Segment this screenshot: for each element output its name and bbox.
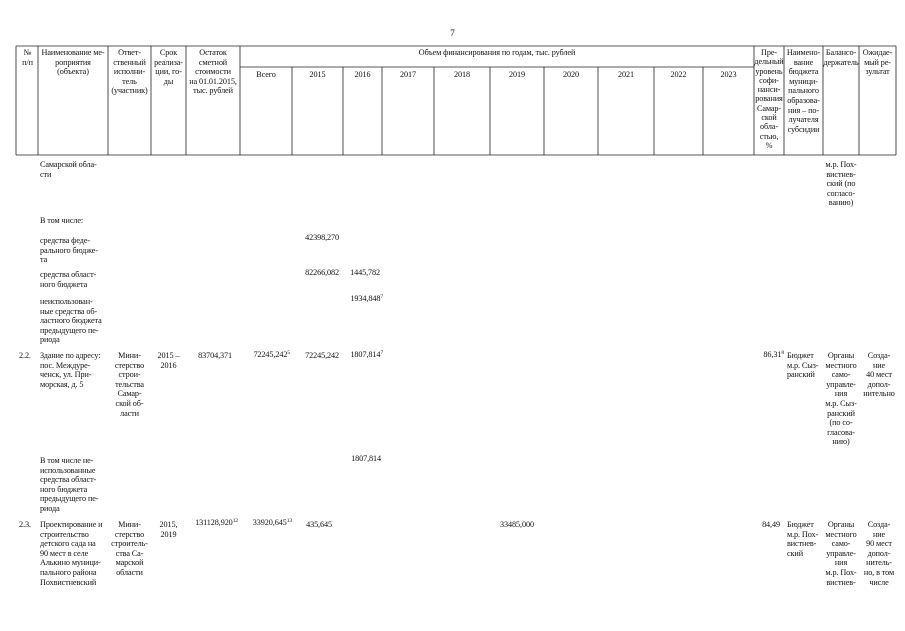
header-budget: Наимено- вание бюджета муници- пального образова- ния – по- лучателя субсидии [786,48,821,134]
header-limit: Пре- дельный уровень софи- нанси- рования Самар- ской обла- стью, % [754,48,784,150]
header-term: Срок реализа- ции, го- ды [154,48,183,86]
header-result: Ожидае- мый ре- зультат [862,48,893,77]
row-22-term: 2015 – 2016 [157,351,180,370]
row-including-label: В том числе: [40,216,84,225]
header-year-2021: 2021 [618,70,634,79]
row-23-term: 2015, 2019 [159,520,178,539]
header-remainder: Остаток сметной стоимости на 01.01.2015, тыс. рублей [189,48,237,96]
row-cont-name: Самарской обла- сти [40,160,97,179]
row-22-num: 2.2. [19,351,31,360]
page-number: 7 [450,28,455,38]
row-23-2015: 435,645 [306,520,332,529]
row-22-2016: 1807,814$^7$ [350,350,383,359]
row-23-2019: 33485,000 [500,520,534,529]
header-total: Всего [256,70,276,79]
row-23-num: 2.3. [19,520,31,529]
header-year-2022: 2022 [670,70,687,79]
row-obl-2015: 82266,082 [305,268,339,277]
row-unused-name: неиспользован- ные средства об- ластного бюджета предыдущего пе- риода [40,297,102,345]
header-year-2015: 2015 [309,70,326,79]
row-obl-2016: 1445,782 [350,268,380,277]
header-year-2023: 2023 [720,70,737,79]
header-year-2020: 2020 [563,70,579,79]
row-unused-2016: 1934,848$^7$ [350,294,383,303]
header-year-2017: 2017 [400,70,416,79]
header-year-2016: 2016 [354,70,371,79]
row-23-executor: Мини- стерство строитель- ства Са- марской области [111,520,148,577]
row-22-holder: Органы местного само- управле- ния м.р. Сыз- ранский (по со- гласова- нию) [825,351,857,447]
row-23-limit: 84,49 [762,520,780,529]
header-num: № п/п [22,48,33,67]
row-obl-name: средства област- ного бюджета [40,270,97,289]
header-executor: Ответ- ственный исполни- тель (участник) [111,48,148,96]
row-22-total: 72245,242$^5$ [253,350,290,359]
row-22-limit: 86,31$^8$ [763,350,784,359]
row-23-budget: Бюджет м.р. Пох- вистнев- ский [787,520,819,558]
header-year-2019: 2019 [509,70,525,79]
row-22-incl-2016: 1807,814 [351,454,381,463]
row-22-result: Созда- ние 40 мест допол- нительно [863,351,895,399]
row-fed-2015: 42398,270 [305,233,339,242]
row-22-remainder: 83704,371 [198,351,232,360]
header-name: Наименование ме- роприятия (объекта) [41,48,105,77]
header-year-2018: 2018 [454,70,470,79]
row-23-total: 33920,645$^{13}$ [252,518,292,527]
row-22-incl-name: В том числе не- использованные средства област- ного бюджета предыдущего пе- риода [40,456,99,513]
row-23-name: Проектирование и строительство детского сада на 90 мест в селе Алькино муници- пального района Похвистневский [40,520,103,587]
row-22-executor: Мини- стерство строи- тельства Самар- ской об- ласти [114,351,145,418]
row-23-holder: Органы местного само- управле- ния м.р. Пох- вистнев- [825,520,857,587]
row-23-remainder: 131128,920$^{12}$ [195,518,238,527]
row-23-result: Созда- ние 90 мест допол- нитель- но, в том числе [863,520,895,587]
row-22-2015: 72245,242 [305,351,339,360]
header-financing: Объем финансирования по годам, тыс. рублей [418,48,576,57]
row-fed-name: средства феде- рального бюдже- та [40,236,98,265]
row-cont-holder: м.р. Пох- вистнев- ский (по согласо- ванию) [825,160,857,208]
row-22-budget: Бюджет м.р. Сыз- ранский [787,351,819,380]
header-holder: Балансо- держатель [823,48,859,67]
row-22-name: Здание по адресу: пос. Междуре- ченск, ул. При- морская, д. 5 [40,351,101,389]
